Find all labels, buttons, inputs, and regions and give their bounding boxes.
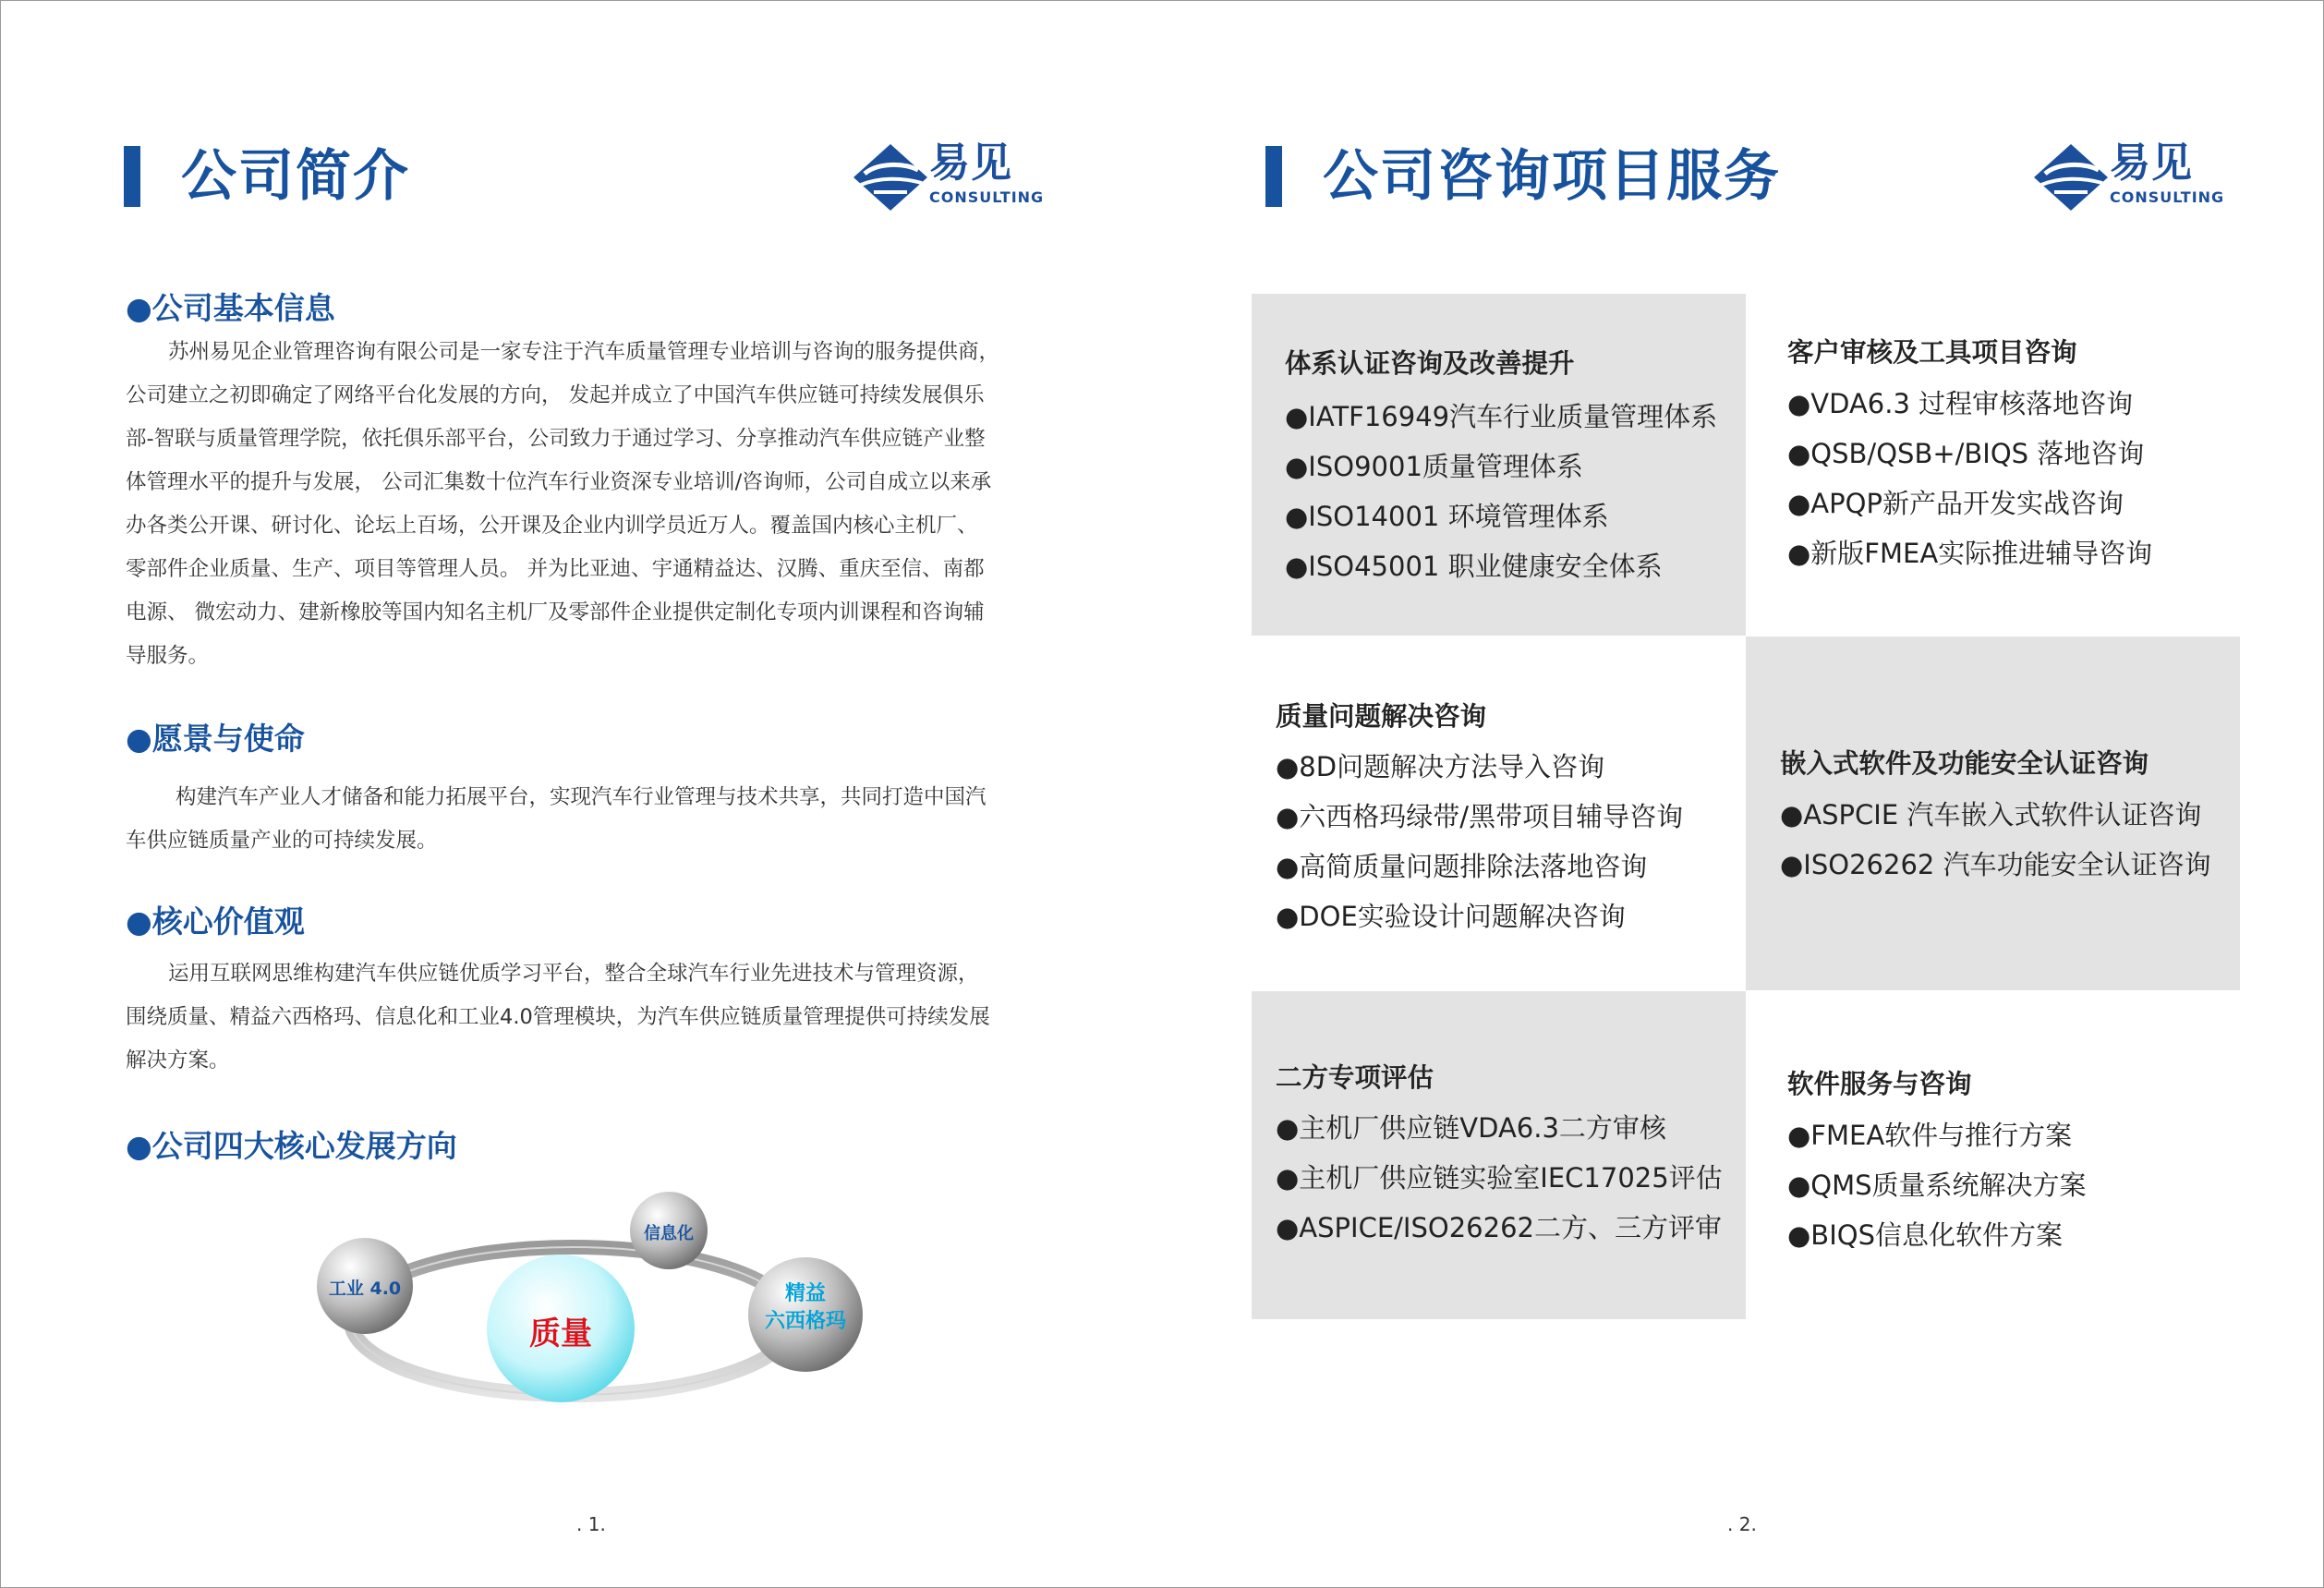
paragraph-line: 部-智联与质量管理学院，依托俱乐部平台，公司致力于通过学习、分享推动汽车供应链产业整 xyxy=(126,427,986,451)
logo-icon xyxy=(852,142,929,212)
paragraph-line: 零部件企业质量、生产、项目等管理人员。 并为比亚迪、宇通精益达、汉腾、重庆至信、南都 xyxy=(126,557,985,581)
service-item: ●ASPICE/ISO26262二方、三方评审 xyxy=(1276,1212,1722,1243)
company-logo-right xyxy=(2032,139,2225,216)
paragraph-line: 导服务。 xyxy=(126,644,210,668)
service-item: ●ISO9001质量管理体系 xyxy=(1285,451,1583,482)
title-accent-bar xyxy=(1265,146,1282,207)
paragraph-line: 解决方案。 xyxy=(126,1049,230,1073)
service-item: ●VDA6.3 过程审核落地咨询 xyxy=(1787,388,2134,419)
title-accent-bar xyxy=(124,146,140,207)
paragraph-line: 体管理水平的提升与发展， 公司汇集数十位汽车行业资深专业培训/咨询师，公司自成立以来承 xyxy=(126,470,992,494)
paragraph-line: 运用互联网思维构建汽车供应链优质学习平台，整合全球汽车行业先进技术与管理资源， xyxy=(168,962,979,986)
service-item: ●8D问题解决方法导入咨询 xyxy=(1276,751,1605,782)
vision-paragraph xyxy=(126,776,1068,863)
logo-subtitle: CONSULTING xyxy=(2110,188,2225,206)
service-cell-title: 二方专项评估 xyxy=(1276,1062,1434,1093)
orbit-label-six-sigma: 六西格玛 xyxy=(764,1310,846,1333)
paragraph-line: 苏州易见企业管理咨询有限公司是一家专注于汽车质量管理专业培训与咨询的服务提供商， xyxy=(168,340,1000,364)
company-logo-left xyxy=(852,139,1045,216)
values-paragraph xyxy=(126,952,1068,1083)
service-item: ●ASPCIE 汽车嵌入式软件认证咨询 xyxy=(1780,799,2202,830)
service-item: ●FMEA软件与推行方案 xyxy=(1787,1120,2073,1151)
logo-brand: 易见 xyxy=(929,139,1012,187)
service-item: ●新版FMEA实际推进辅导咨询 xyxy=(1787,538,2153,569)
orbit-label-lean-six-sigma xyxy=(750,1280,861,1336)
service-item: ●QSB/QSB+/BIQS 落地咨询 xyxy=(1787,438,2145,469)
service-cell-list xyxy=(1780,790,2211,890)
service-cell-list xyxy=(1276,742,1683,941)
service-item: ●ISO14001 环境管理体系 xyxy=(1285,501,1609,532)
service-item: ●六西格玛绿带/黑带项目辅导咨询 xyxy=(1276,801,1684,832)
service-cell-title: 客户审核及工具项目咨询 xyxy=(1787,337,2077,368)
paragraph-line: 构建汽车产业人才储备和能力拓展平台，实现汽车行业管理与技术共享，共同打造中国汽 xyxy=(176,785,986,809)
service-item: ●主机厂供应链实验室IEC17025评估 xyxy=(1276,1162,1723,1194)
service-item: ●DOE实验设计问题解决咨询 xyxy=(1276,901,1626,932)
orbit-label-informatization: 信息化 xyxy=(644,1224,694,1243)
section-heading-basic-info: ●公司基本信息 xyxy=(126,290,335,326)
logo-icon xyxy=(2032,142,2110,212)
logo-brand: 易见 xyxy=(2110,139,2193,187)
service-item: ●QMS质量系统解决方案 xyxy=(1787,1170,2087,1201)
page-title-left: 公司简介 xyxy=(181,144,410,209)
page-title-right: 公司咨询项目服务 xyxy=(1323,144,1781,209)
service-item: ●IATF16949汽车行业质量管理体系 xyxy=(1285,401,1718,432)
service-cell-list xyxy=(1787,1110,2087,1260)
service-item: ●ISO26262 汽车功能安全认证咨询 xyxy=(1780,849,2211,880)
paragraph-line: 围绕质量、精益六西格玛、信息化和工业4.0管理模块，为汽车供应链质量管理提供可持续发展 xyxy=(126,1005,990,1029)
service-cell-title: 软件服务与咨询 xyxy=(1787,1069,1972,1099)
center-label-quality: 质量 xyxy=(529,1315,592,1352)
service-item: ●高简质量问题排除法落地咨询 xyxy=(1276,851,1648,882)
service-cell-title: 体系认证咨询及改善提升 xyxy=(1285,348,1575,379)
page-number-left: . 1. xyxy=(576,1513,606,1535)
basic-info-paragraph xyxy=(126,331,1068,678)
service-item: ●ISO45001 职业健康安全体系 xyxy=(1285,551,1663,582)
orbit-label-lean: 精益 xyxy=(784,1282,826,1305)
paragraph-line: 电源、 微宏动力、建新橡胶等国内知名主机厂及零部件企业提供定制化专项内训课程和咨询辅 xyxy=(126,600,985,624)
paragraph-line: 办各类公开课、研讨化、论坛上百场，公开课及企业内训学员近万人。覆盖国内核心主机厂、 xyxy=(126,514,978,538)
service-item: ●主机厂供应链VDA6.3二方审核 xyxy=(1276,1112,1666,1144)
section-heading-values: ●核心价值观 xyxy=(126,903,305,939)
service-item: ●APQP新产品开发实战咨询 xyxy=(1787,488,2124,519)
paragraph-line: 车供应链质量产业的可持续发展。 xyxy=(126,829,438,853)
service-item: ●BIQS信息化软件方案 xyxy=(1787,1219,2063,1251)
service-cell-title: 嵌入式软件及功能安全认证咨询 xyxy=(1780,748,2149,779)
page-number-right: . 2. xyxy=(1727,1513,1757,1535)
service-cell-list xyxy=(1787,379,2152,578)
service-cell-title: 质量问题解决咨询 xyxy=(1276,701,1487,732)
logo-subtitle: CONSULTING xyxy=(929,188,1045,206)
service-cell-list xyxy=(1285,392,1717,591)
service-cell-list xyxy=(1276,1103,1723,1253)
section-heading-directions: ●公司四大核心发展方向 xyxy=(126,1128,457,1164)
paragraph-line: 公司建立之初即确定了网络平台化发展的方向， 发起并成立了中国汽车供应链可持续发展俱乐 xyxy=(126,383,985,407)
section-heading-vision: ●愿景与使命 xyxy=(126,721,305,757)
orbit-label-industry40: 工业 4.0 xyxy=(328,1279,402,1299)
